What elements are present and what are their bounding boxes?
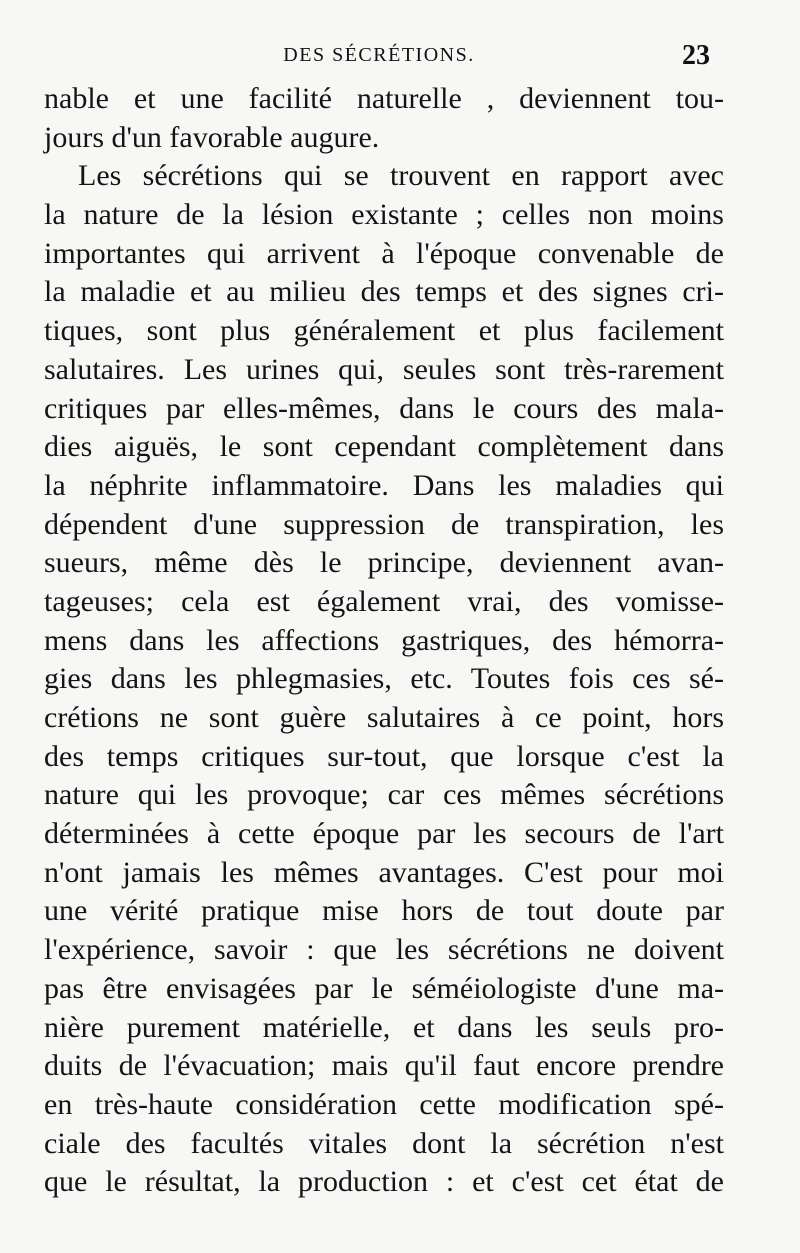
text-line: que le résultat, la production : et c'est cet état de <box>44 1165 724 1199</box>
text-line: mens dans les affections gastriques, des hémorra- <box>44 623 724 657</box>
text-line: pas être envisagées par le séméiologiste d'une ma- <box>44 971 724 1005</box>
text-line: en très-haute considération cette modification spé- <box>44 1087 724 1121</box>
text-line: crétions ne sont guère salutaires à ce point, hors <box>44 701 724 734</box>
text-line: nière purement matérielle, et dans les seuls pro- <box>44 1010 724 1044</box>
text-line: la maladie et au milieu des temps et des signes cri- <box>44 275 724 309</box>
text-line: gies dans les phlegmasies, etc. Toutes fois ces sé- <box>44 662 724 696</box>
running-title: DES SÉCRÉTIONS. <box>283 44 475 66</box>
text-line: dies aiguës, le sont cependant complètement dans <box>44 430 724 464</box>
text-line: duits de l'évacuation; mais qu'il faut encore prendre <box>44 1049 724 1083</box>
text-line: déterminées à cette époque par les secours de l'art <box>44 817 724 851</box>
text-line: Les sécrétions qui se trouvent en rapport avec <box>78 159 724 193</box>
text-line: salutaires. Les urines qui, seules sont très-rarement <box>44 352 724 386</box>
text-line: l'expérience, savoir : que les sécrétions ne doivent <box>44 933 724 967</box>
text-line: la nature de la lésion existante ; celles non moins <box>44 198 724 232</box>
page-header <box>48 40 710 76</box>
page-number: 23 <box>682 40 710 71</box>
text-line: critiques par elles-mêmes, dans le cours des mala- <box>44 391 724 425</box>
text-line: jours d'un favorable augure. <box>44 120 380 154</box>
text-line: nable et une facilité naturelle , deviennent tou- <box>44 82 724 115</box>
text-line: la néphrite inflammatoire. Dans les maladies qui <box>44 468 724 502</box>
text-line: tageuses; cela est également vrai, des vomisse- <box>44 584 724 618</box>
text-line: ciale des facultés vitales dont la sécrétion n'est <box>44 1126 724 1160</box>
text-line: tiques, sont plus généralement et plus facilement <box>44 314 724 348</box>
text-line: n'ont jamais les mêmes avantages. C'est pour moi <box>44 855 724 889</box>
text-line: sueurs, même dès le principe, deviennent avan- <box>44 546 724 580</box>
text-line: dépendent d'une suppression de transpiration, les <box>44 507 724 541</box>
text-line: importantes qui arrivent à l'époque convenable de <box>44 236 724 270</box>
body-text <box>44 80 724 1202</box>
text-line: nature qui les provoque; car ces mêmes sécrétions <box>44 778 724 812</box>
text-line: des temps critiques sur-tout, que lorsque c'est la <box>44 739 724 773</box>
text-line: une vérité pratique mise hors de tout doute par <box>44 894 724 928</box>
